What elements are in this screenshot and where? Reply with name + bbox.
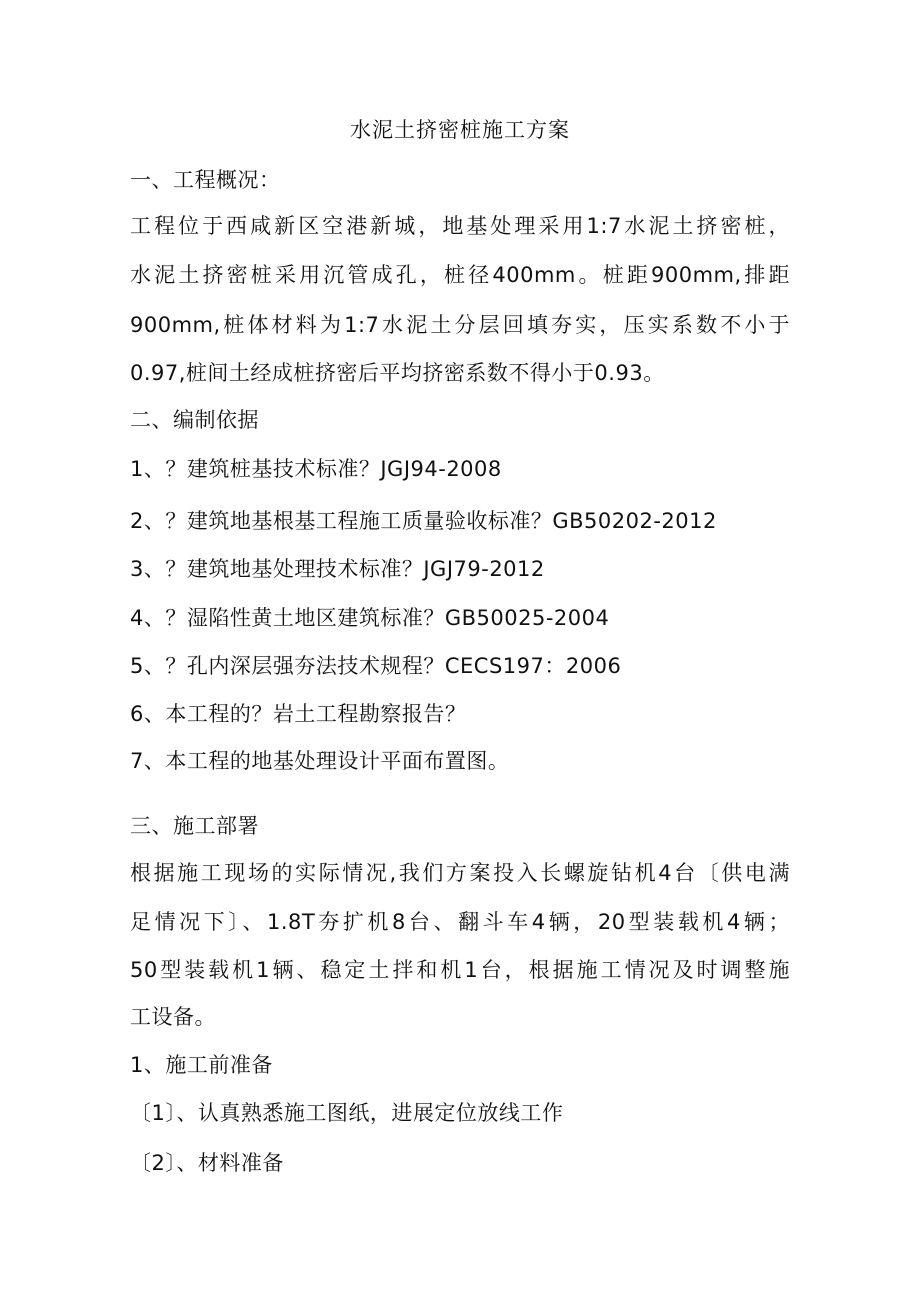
overview-line: 工程位于西咸新区空港新城，地基处理采用1:7水泥土挤密桩，: [130, 214, 790, 238]
basis-item: 3、？建筑地基处理技术标准？JGJ79-2012: [130, 557, 545, 581]
document-title: 水泥土挤密桩施工方案: [350, 118, 570, 142]
deployment-line: 足情况下〕、1.8T夯扩机8台、翻斗车4辆，20型装载机4辆；: [130, 910, 790, 934]
subsection-heading-prep: 1、施工前准备: [130, 1053, 273, 1077]
basis-item: 4、？湿陷性黄土地区建筑标准？GB50025-2004: [130, 606, 610, 630]
basis-item: 7、本工程的地基处理设计平面布置图。: [130, 749, 510, 773]
basis-item: 1、？建筑桩基技术标准？JGJ94-2008: [130, 457, 502, 481]
prep-item: 〔2〕、材料准备: [130, 1151, 284, 1175]
basis-item: 6、本工程的？岩土工程勘察报告？: [130, 702, 467, 726]
prep-item: 〔1〕、认真熟悉施工图纸，进展定位放线工作: [130, 1101, 564, 1125]
section-heading-deployment: 三、施工部署: [130, 814, 259, 838]
deployment-line: 根据施工现场的实际情况,我们方案投入长螺旋钻机4台〔供电满: [130, 861, 790, 885]
deployment-line: 50型装载机1辆、稳定土拌和机1台，根据施工情况及时调整施: [130, 958, 790, 982]
basis-item: 2、？建筑地基根基工程施工质量验收标准？GB50202-2012: [130, 509, 717, 533]
section-heading-basis: 二、编制依据: [130, 408, 259, 432]
overview-line: 0.97,桩间土经成桩挤密后平均挤密系数不得小于0.93。: [130, 361, 665, 385]
section-heading-overview: 一、工程概况：: [130, 168, 281, 192]
basis-item: 5、？孔内深层强夯法技术规程？CECS197：2006: [130, 654, 622, 678]
deployment-line: 工设备。: [130, 1005, 216, 1029]
overview-line: 水泥土挤密桩采用沉管成孔，桩径400mm。桩距900mm,排距: [130, 263, 790, 287]
overview-line: 900mm,桩体材料为1:7水泥土分层回填夯实，压实系数不小于: [130, 313, 790, 337]
